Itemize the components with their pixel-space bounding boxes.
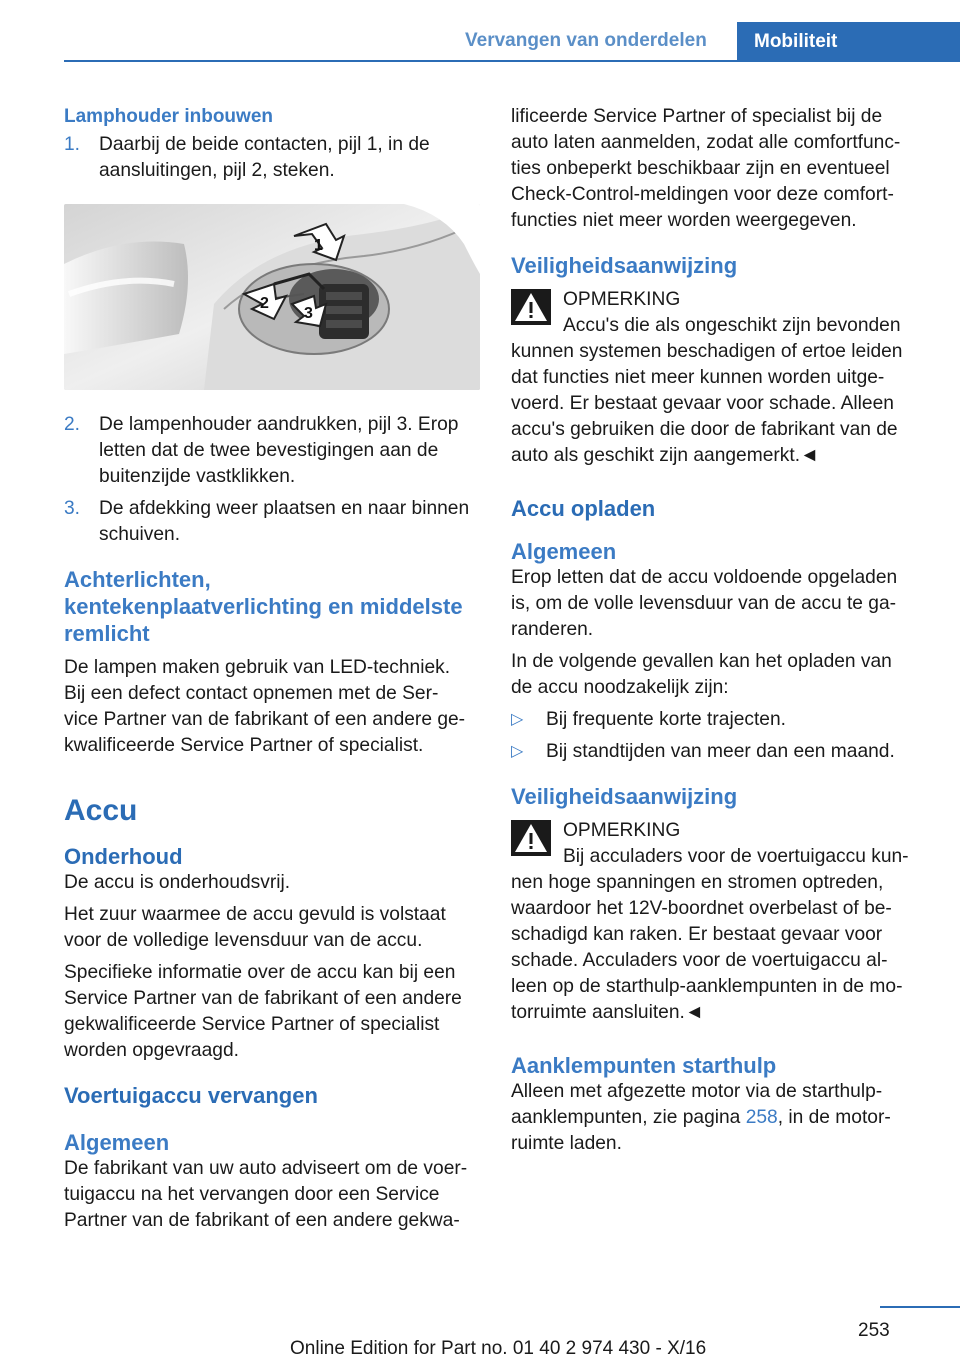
heading-achterlichten: Achterlichten, kentekenplaatverlichting en middelste remlicht: [64, 567, 463, 646]
warning-text-2: OPMERKING Bij acculaders voor de voertuigaccu kun‐ nen hoge spanningen en stromen optreden, waardoor het 12V-boordnet overbelast of be‐ schadigd kan raken. Er bestaat gevaar voor schade. Acculaders voor de voertuigaccu al‐ leen op de starthulp-aanklempunten in de mo‐ torruimte aansluiten.◄: [511, 820, 909, 1023]
warning-icon: [511, 820, 551, 856]
heading-aanklempunten: Aanklempunten starthulp: [511, 1053, 777, 1078]
header-chapter-tab: Mobiliteit: [737, 22, 960, 62]
paragraph-specifieke-info: Specifieke informatie over de accu kan bij een Service Partner van de fabrikant of een andere gekwalificeerde Service Partner of specialist worden opgevraagd.: [64, 962, 462, 1061]
step-3: [64, 496, 482, 548]
page-header: [0, 0, 960, 62]
page-number: 253: [858, 1320, 890, 1341]
header-section-title: Vervangen van onderdelen: [465, 30, 707, 51]
warning-block-1: [511, 287, 923, 469]
page-link-258[interactable]: 258: [745, 1107, 778, 1128]
left-column: [64, 104, 482, 1240]
footer-divider: [880, 1306, 960, 1308]
heading-veiligheid-1: Veiligheidsaanwijzing: [511, 253, 738, 278]
lamp-holder-photo: [64, 204, 480, 390]
right-column: [511, 104, 923, 1163]
step-text: Daarbij de beide contacten, pijl 1, in de aansluitingen, pijl 2, steken.: [99, 134, 430, 181]
list-item: ▷ Bij standtijden van meer dan een maand.: [511, 739, 923, 765]
edition-text: Online Edition for Part no. 01 40 2 974 430 - X/16: [290, 1338, 707, 1359]
header-divider: [64, 60, 960, 62]
list-item: ▷ Bij frequente korte trajecten.: [511, 707, 923, 733]
paragraph-advies: De fabrikant van uw auto adviseert om de voer‐ tuigaccu na het vervangen door een Service Partner van de fabrikant of een andere gekwa‐: [64, 1158, 468, 1231]
step-text: De afdekking weer plaatsen en naar binnen schuiven.: [99, 498, 470, 545]
heading-veiligheid-2: Veiligheidsaanwijzing: [511, 784, 738, 809]
paragraph-volgende-gevallen: In de volgende gevallen kan het opladen van de accu noodzakelijk zijn:: [511, 651, 892, 698]
paragraph-zuur: Het zuur waarmee de accu gevuld is volstaat voor de volledige levensduur van de accu.: [64, 904, 446, 951]
heading-lamphouder: Lamphouder inbouwen: [64, 106, 273, 127]
warning-icon: [511, 289, 551, 325]
heading-algemeen-2: Algemeen: [511, 539, 617, 564]
heading-onderhoud: Onderhoud: [64, 844, 183, 869]
step-text: De lampenhouder aandrukken, pijl 3. Erop letten dat de twee bevestigingen aan de buitenzijde vastklikken.: [99, 414, 459, 487]
step-number: 3.: [64, 498, 81, 519]
paragraph-led: De lampen maken gebruik van LED-techniek. Bij een defect contact opnemen met de Ser‐ vice Partner van de fabrikant of een andere ge‐ kwalificeerde Service Partner of specialist.: [64, 657, 466, 756]
heading-voertuigaccu-vervangen: Voertuigaccu vervangen: [64, 1083, 318, 1108]
warning-text-1: OPMERKING Accu's die als ongeschikt zijn bevonden kunnen systemen beschadigen of ertoe leiden dat functies niet meer kunnen worden uitge‐ voerd. Er bestaat gevaar voor schade. Alleen accu's gebruiken die door de fabrikant van de auto als geschikt zijn aangemerkt.◄: [511, 289, 903, 466]
paragraph-advies-cont: lificeerde Service Partner of specialist bij de auto laten aanmelden, zodat alle comfortfunc‐ ties onbeperkt beschikbaar zijn en eventueel Check-Control-meldingen voor deze comfort‐ functies niet meer worden weergegeven.: [511, 106, 901, 231]
step-2: [64, 412, 482, 490]
paragraph-onderhoudsvrij: De accu is onderhoudsvrij.: [64, 872, 291, 893]
heading-algemeen: Algemeen: [64, 1130, 170, 1155]
step-number: 2.: [64, 414, 81, 435]
paragraph-aanklempunten: Alleen met afgezette motor via de starthulp‐ aanklempunten, zie pagina 258, in de motor‐ ruimte laden.: [511, 1081, 891, 1154]
svg-text:3: 3: [304, 305, 313, 322]
paragraph-opladen: Erop letten dat de accu voldoende opgeladen is, om de volle levensduur van de accu te ga‐ randeren.: [511, 567, 898, 640]
heading-accu: Accu: [64, 794, 138, 827]
triangle-bullet-icon: ▷: [511, 743, 524, 760]
step-1: [64, 132, 482, 184]
warning-block-2: [511, 818, 923, 1026]
page-footer: [0, 1306, 960, 1362]
heading-accu-opladen: Accu opladen: [511, 496, 656, 521]
triangle-bullet-icon: ▷: [511, 711, 524, 728]
step-number: 1.: [64, 134, 81, 155]
svg-text:2: 2: [260, 295, 269, 312]
svg-text:1: 1: [314, 237, 323, 254]
